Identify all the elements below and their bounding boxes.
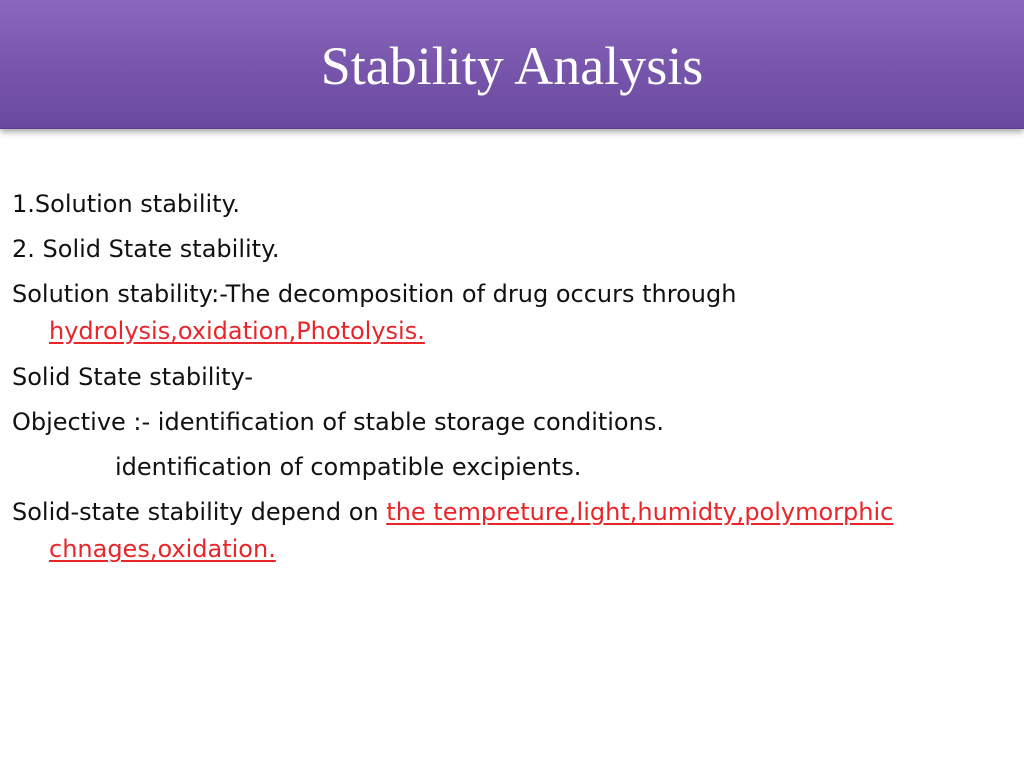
solid-state-dependency-label: Solid-state stability depend on (12, 498, 387, 526)
solid-state-heading: Solid State stability- (12, 363, 253, 391)
solution-stability-factors: hydrolysis,oxidation,Photolysis. (49, 317, 425, 345)
solid-state-factors-continued: chnages,oxidation. (49, 535, 276, 563)
solution-stability-text: Solution stability:-The decomposition of drug occurs through (12, 280, 737, 308)
solid-state-factors: the tempreture,light,humidty,polymorphic (386, 498, 894, 526)
title-bar (0, 0, 1024, 129)
list-item-solution-stability: 1.Solution stability. (12, 190, 240, 218)
objective-text-2: identification of compatible excipients. (115, 453, 582, 481)
objective-text: Objective :- identification of stable storage conditions. (12, 408, 664, 436)
solid-state-dependency (12, 492, 893, 532)
slide-title: Stability Analysis (320, 36, 704, 96)
list-item-solid-state-stability: 2. Solid State stability. (12, 235, 280, 263)
